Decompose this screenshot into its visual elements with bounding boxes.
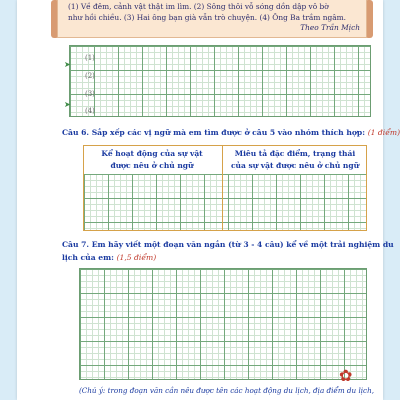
question-6-text: Câu 6. Sắp xếp các vị ngữ mà em tìm được ở câu 5 vào nhóm thích hợp:	[62, 128, 366, 137]
classification-table	[83, 145, 367, 231]
arrow-icon: ➤	[64, 60, 71, 69]
grid-row-label-3: (3)	[85, 90, 95, 98]
header-col2-line2: của sự vật được nêu ở chủ ngữ	[230, 161, 360, 170]
question-6	[62, 128, 400, 137]
question-7-line2	[62, 253, 156, 262]
header-col1-line1: Kể hoạt động của sự vật	[101, 149, 203, 158]
passage-author: Theo Trần Mịch	[300, 23, 360, 32]
table-header-col1	[84, 148, 220, 172]
table-column-divider	[222, 146, 223, 230]
worksheet-page	[17, 0, 400, 400]
header-col2-line1: Miêu tả đặc điểm, trạng thái	[234, 149, 356, 158]
arrow-icon: ➤	[64, 100, 71, 109]
note-text: (Chú ý: trong đoạn văn cần nêu được tên các hoạt động du lịch, địa điểm du lịch,	[79, 386, 374, 395]
grid-row-label-1: (1)	[85, 54, 95, 62]
writing-grid-q7[interactable]	[79, 268, 367, 380]
question-7-line1: Câu 7. Em hãy viết một đoạn văn ngắn (từ 3 - 4 câu) kể về một trải nghiệm du	[62, 240, 394, 249]
passage-line-1: (1) Về đêm, cảnh vật thật im lìm. (2) Sông thôi vỗ sóng dồn dập vô bờ	[68, 2, 329, 11]
question-6-points: (1 điểm)	[367, 128, 400, 137]
flower-decoration-icon: ✿	[339, 366, 353, 385]
question-7-line2-text: lịch của em:	[62, 253, 114, 262]
grid-row-label-2: (2)	[85, 72, 95, 80]
header-col1-line2: được nêu ở chủ ngữ	[110, 161, 194, 170]
question-7-points: (1,5 điểm)	[116, 253, 157, 262]
table-header	[84, 146, 366, 175]
passage-line-2: như hồi chiều. (3) Hai ông bạn già vẫn trò chuyện. (4) Ông Ba trầm ngâm.	[68, 12, 346, 22]
passage-scroll	[57, 0, 367, 38]
table-header-col2	[224, 148, 366, 172]
answer-grid-q5[interactable]	[69, 45, 371, 117]
table-answer-grid[interactable]	[84, 174, 366, 230]
grid-row-label-4: (4)	[85, 107, 95, 115]
